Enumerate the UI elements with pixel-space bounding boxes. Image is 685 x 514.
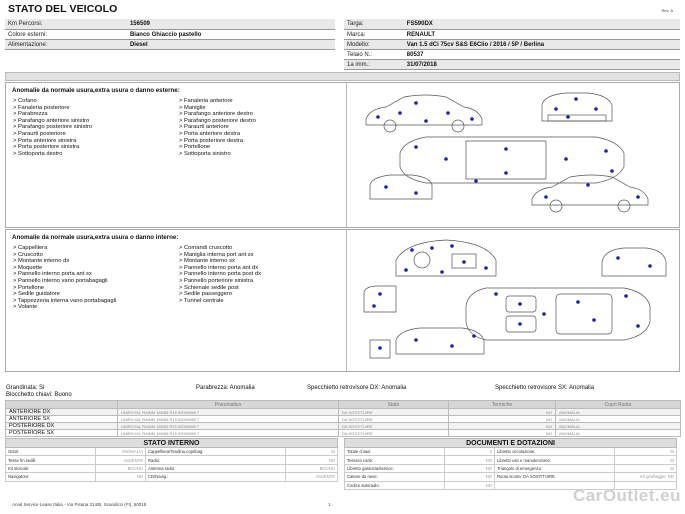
tyre-status: DA SOSTITUIRE [339,423,449,430]
page-number: 1 [328,502,331,507]
list-item: > Fanaleria anteriore [179,98,233,104]
damage-dot [414,145,418,149]
row-label: Codice autoradio: [345,481,445,489]
summary-blocchetto: Blocchetto chiavi: Buono [6,392,72,398]
list-item: > Porta posteriore sinistra [13,144,80,151]
row-value: 2 [445,448,495,456]
damage-dot [404,268,408,272]
damage-dot [484,266,488,270]
tyre-hubcap: ANOMALIA [556,423,681,430]
list-item: > Cofano [13,98,37,104]
table-row [6,416,681,423]
list-item: > Maniglie [179,104,206,111]
row-value: NO [445,464,495,472]
exterior-car-diagram [356,89,674,219]
list-item: > Parafango anteriore sinistro [13,117,90,124]
panel-title: STATO INTERNO [6,439,338,448]
row-value: ANOMALIA [96,448,146,456]
damage-dot [604,149,608,153]
summary-specchietto-sx: Specchietto retrovisore SX: Anomalia [495,385,595,391]
list-item: > Montante interno sx [179,258,235,265]
info-row [5,39,335,49]
tyre-status: DA SOSTITUIRE [339,409,449,416]
wheel-icon [452,120,464,132]
tyre-position: POSTERIORE DX [6,423,118,430]
damage-dot [624,294,628,298]
tyre-status: DA SOSTITUIRE [339,430,449,437]
row-value: BUONO [286,464,338,472]
damage-dot [504,171,508,175]
tyre-winter: NO [449,423,556,430]
boot-view [364,286,396,312]
exterior-damage-section [5,82,680,228]
row-label: Navigatore: [6,473,96,481]
row-value: SI [615,456,677,464]
list-item: > Maniglia interna port ant sx [179,251,254,258]
tyre-status: DA SOSTITUIRE [339,416,449,423]
list-item: > Porta anteriore sinistra [13,137,77,144]
list-item: > Pannello interno porta ant dx [179,264,259,271]
damage-dot [414,101,418,105]
damage-dot [586,183,590,187]
damage-dot [576,300,580,304]
interior-damage-section [5,229,680,372]
damage-dot [424,119,428,123]
damage-dot [616,256,620,260]
row-label: Radio: [146,456,286,464]
row-label: Ruota scorta: DA SOSTITUIRE [495,473,615,481]
damage-dot [372,304,376,308]
row-value: ASSENTE [286,473,338,481]
damage-dot [462,260,466,264]
footer-company: Arval Service Lease Italia - Via Pisana 314/B, Scandicci (FI), 50018 [12,502,147,507]
exterior-heading: Anomalie da normale usura,extra usura o danno esterne: [12,87,180,94]
row-label: Catene da neve: [345,473,445,481]
damage-dot [636,195,640,199]
list-item: > Moquette [13,264,43,271]
info-row [344,49,680,59]
vehicle-info-left [5,19,335,50]
column-header: Termiche [449,401,556,409]
row-label: Libretto uso e manutenzione: [495,456,615,464]
list-item: > Paraurti anteriore [179,124,229,131]
list-item: > Sottoporta destro [13,150,63,157]
damage-dot [450,344,454,348]
damage-dot [470,117,474,121]
column-header: Stato [339,401,449,409]
row-label: CD/Navig.: [146,473,286,481]
damage-dot [574,97,578,101]
list-item: > Pannello interno porta post dx [179,271,262,278]
row-value: NO [445,456,495,464]
interior-status-panel [5,438,338,482]
row-label: Kit stoicule: [6,464,96,472]
damage-dot [430,246,434,250]
car-rear-view [542,93,612,121]
info-label: Telaio N.: [344,49,404,59]
row-label: Cappelliera/Tendina copribag: [146,448,286,456]
column-header: Pneumatico [118,401,339,409]
damage-dot [518,322,522,326]
row-label: Totale chiavi: [345,448,445,456]
table-row [345,464,677,472]
tyre-model: UNIROYAL RAINM 185/65 R15 00000088 T [118,409,339,416]
damage-dot [414,338,418,342]
damage-dot [376,115,380,119]
info-row [344,39,680,49]
row-label: Antenna radio: [146,464,286,472]
damage-dot [494,292,498,296]
interior-list-col2 [179,245,261,304]
list-item: > Paraurti posteriore [13,130,66,137]
wheel-icon [550,200,562,212]
interior-car-diagram [356,236,674,366]
list-item: > Sedile guidatore [13,291,60,298]
interior-list-col1 [13,245,116,311]
list-item: > Porta posteriore destra [179,137,243,144]
dashboard-view [396,240,496,276]
bumper-shape [548,115,606,121]
damage-dot [544,195,548,199]
tyre-position-header [6,401,118,409]
damage-dot [378,292,382,296]
table-row [6,409,681,416]
row-label: Tessera code: [345,456,445,464]
damage-dot [554,107,558,111]
damage-dot [566,115,570,119]
damage-dot [592,318,596,322]
damage-dot [398,111,402,115]
damage-dot [472,334,476,338]
interior-top-view [466,288,650,340]
car-top-view [400,137,624,183]
info-label: 1a imm.: [344,59,404,69]
damage-dot [440,270,444,274]
row-value: NO [286,456,338,464]
table-row [6,423,681,430]
list-item: > Parafango posteriore destro [179,117,256,124]
tyre-model: UNIROYAL RAINM 185/65 R15 00000088 T [118,416,339,423]
revision-label: Rev. A [661,8,673,13]
tyre-winter: NO [449,409,556,416]
list-item: > Cruscotto [13,251,43,258]
list-item: > Comandi cruscotto [179,245,233,251]
list-item: > Montante interno dx [13,258,70,265]
damage-dot [542,312,546,316]
damage-dot [414,191,418,195]
row-value: SI [615,464,677,472]
documents-panel [344,438,677,490]
list-item: > Sottoporta sinistro [179,150,231,157]
tyre-winter: NO [449,416,556,423]
car-side-view [532,175,648,205]
tyre-position: ANTERIORE SX [6,416,118,423]
list-item: > Pannello interno vano portabagagli [13,277,108,284]
tailgate-view [602,248,666,276]
summary-grandinata: Grandinata: Si [6,385,45,391]
info-value: RENAULT [404,29,680,39]
row-label: Libretto garanzia/service: [345,464,445,472]
row-value: NO [445,481,495,489]
list-item: > Tappezzeria interna vano portabagagli [13,297,117,304]
table-row [345,473,677,481]
row-value: SI [615,448,677,456]
info-value: Bianco Ghiaccio pastello [127,29,335,39]
divider [346,230,347,371]
damage-dot [450,244,454,248]
vehicle-info-right [344,19,680,70]
list-item: > Parafango anteriore destro [179,111,253,118]
panel-title: DOCUMENTI E DOTAZIONI [345,439,677,448]
info-value: 156509 [127,19,335,29]
damage-dot [444,157,448,161]
section-separator [5,72,680,81]
list-item: > Cappelliera [13,245,48,251]
info-value: 80537 [404,49,680,59]
page-title: STATO DEL VEICOLO [8,3,118,15]
tyre-position: ANTERIORE DX [6,409,118,416]
info-row [344,29,680,39]
row-label: Tesse fin.sedili: [6,456,96,464]
damage-dot [504,147,508,151]
car-front-view [370,175,432,199]
tyre-hubcap: ANOMALIA [556,416,681,423]
watermark-logo: CarOutlet.eu [572,486,681,505]
list-item: > Parabrezza [13,111,48,118]
row-value: SI [286,448,338,456]
tyre-model: UNIROYAL RAINM 185/65 R15 00000088 T [118,423,339,430]
wheel-icon [618,200,630,212]
interior-heading: Anomalie da normale usura,extra usura o danno interne: [12,234,179,241]
list-item: > Portellone [179,144,211,151]
damage-dot [564,157,568,161]
info-label: Colore esterni: [5,29,127,39]
damage-dot [636,324,640,328]
row-value: BUONO [96,464,146,472]
summary-parabrezza: Parabrezza: Anomalia [196,385,255,391]
table-header-row [6,401,681,409]
info-label: Alimentazione: [5,39,127,49]
tyre-model: UNIROYAL RAINM 185/65 R15 00000088 T [118,430,339,437]
exterior-list-col2 [179,98,256,157]
list-item: > Porta anteriore destra [179,130,241,137]
car-side-view [366,95,482,125]
info-label: Targa: [344,19,404,29]
damage-dot [384,185,388,189]
row-value: Kit gonfiaggio: NO [615,473,677,481]
info-value: FS590DX [404,19,680,29]
table-row [6,448,338,456]
damage-dot [410,248,414,252]
list-item: > Fanaleria posteriore [13,104,70,111]
tyre-winter: NO [449,430,556,437]
divider [346,83,347,227]
table-row [345,456,677,464]
info-row [5,19,335,29]
info-value: 31/07/2018 [404,59,680,69]
table-row [6,464,338,472]
list-item: > Volante [13,304,38,311]
tyres-table [5,400,681,437]
damage-dot [474,179,478,183]
info-label: Modello: [344,39,404,49]
info-label: Marca: [344,29,404,39]
table-row [345,448,677,456]
row-label: Odori: [6,448,96,456]
tyre-position: POSTERIORE SX [6,430,118,437]
wheel-icon [384,120,396,132]
exterior-list-col1 [13,98,92,157]
info-row [344,19,680,29]
info-value: Van 1.5 dCi 75cv S&S E6Clio / 2016 / 5P / Berlina [404,39,680,49]
row-value: NO [96,473,146,481]
steering-wheel-icon [414,252,430,268]
damage-dot [378,346,382,350]
damage-dot [446,111,450,115]
damage-dot [610,169,614,173]
column-header: Copri Ruota [556,401,681,409]
table-row [6,456,338,464]
rear-seat-shape [556,294,612,334]
list-item: > Portellone [13,284,45,291]
list-item: > Pannello interno porta ant sx [13,271,92,278]
table-row [6,473,338,481]
tyre-hubcap: ANOMALIA [556,430,681,437]
row-label: Libretto circolazione: [495,448,615,456]
info-row [5,29,335,39]
damage-dot [648,264,652,268]
list-item: > Schienale sedile post [179,284,239,291]
summary-specchietto-dx: Specchietto retrovisore DX: Anomalia [307,385,407,391]
info-label: Km Percorsi: [5,19,127,29]
row-label: Triangolo di emergenza: [495,464,615,472]
list-item: > Pannello porteriore sinistra [179,277,253,284]
list-item: > Sedile passeggero [179,291,233,298]
tyre-hubcap: ANOMALIA [556,409,681,416]
row-value: NO [445,473,495,481]
info-row [344,59,680,69]
row-value: ASSENTE [96,456,146,464]
table-row [6,430,681,437]
list-item: > Tunnel centrale [179,297,224,304]
damage-dot [594,107,598,111]
damage-dot [518,302,522,306]
info-value: Diesel [127,39,335,49]
list-item: > Parafango posteriore sinistro [13,124,93,131]
